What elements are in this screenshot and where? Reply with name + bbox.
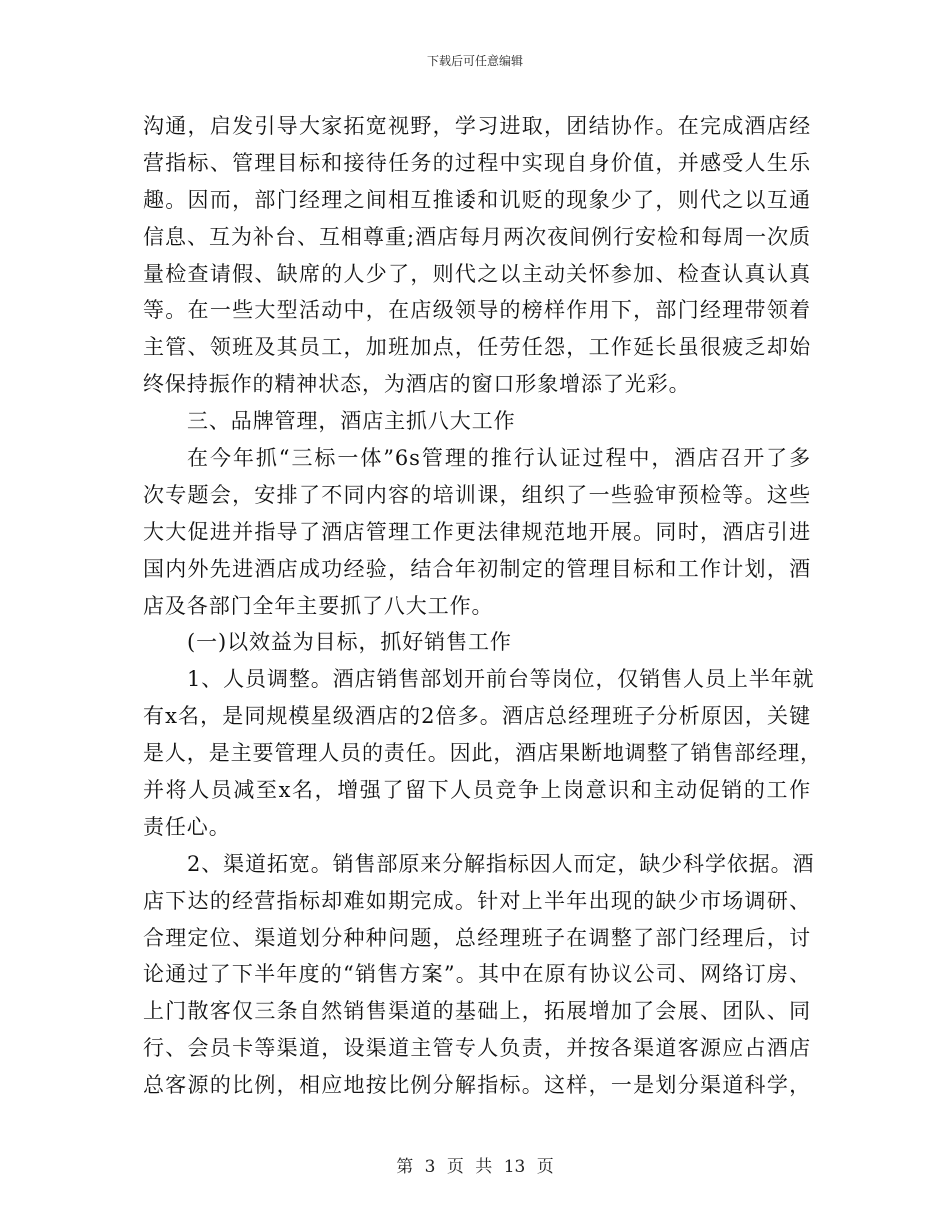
text-line: 主管、领班及其员工，加班加点，任劳任怨，工作延长虽很疲乏却始: [143, 335, 811, 360]
text-line: 店及各部门全年主要抓了八大工作。: [143, 593, 494, 618]
page-number-footer: 第 3 页 共 13 页: [396, 1157, 554, 1177]
text-line: 营指标、管理目标和接待任务的过程中实现自身价值，并感受人生乐: [143, 150, 811, 175]
text-line: 合理定位、渠道划分种种问题，总经理班子在调整了部门经理后，讨: [143, 925, 811, 950]
text-line: 量检查请假、缺席的人少了，则代之以主动关怀参加、检查认真认真: [143, 261, 811, 286]
text-line: 国内外先进酒店成功经验，结合年初制定的管理目标和工作计划，酒: [143, 556, 811, 581]
text-line: 在今年抓“三标一体”6s管理的推行认证过程中，酒店召开了多: [187, 446, 811, 471]
text-line: 店下达的经营指标却难如期完成。针对上半年出现的缺少市场调研、: [143, 888, 811, 913]
text-line: 行、会员卡等渠道，设渠道主管专人负责，并按各渠道客源应占酒店: [143, 1036, 811, 1061]
text-line: 1、人员调整。酒店销售部划开前台等岗位，仅销售人员上半年就: [187, 667, 815, 692]
page-header: 下载后可任意编辑: [426, 54, 523, 68]
text-line: 等。在一些大型活动中，在店级领导的榜样作用下，部门经理带领着: [143, 298, 811, 323]
text-line: 次专题会，安排了不同内容的培训课，组织了一些验审预检等。这些: [143, 482, 811, 507]
text-line: 是人，是主要管理人员的责任。因此，酒店果断地调整了销售部经理，: [143, 741, 822, 766]
text-line: 沟通，启发引导大家拓宽视野，学习进取，团结协作。在完成酒店经: [143, 114, 811, 138]
text-line: 信息、互为补台、互相尊重;酒店每月两次夜间例行安检和每周一次质: [143, 224, 811, 249]
text-line: 论通过了下半年度的“销售方案”。其中在原有协议公司、网络订房、: [143, 962, 811, 987]
text-line: 并将人员减至x名，增强了留下人员竞争上岗意识和主动促销的工作: [143, 778, 811, 803]
subsection-heading: (一)以效益为目标，抓好销售工作: [187, 630, 512, 655]
text-line: 2、渠道拓宽。销售部原来分解指标因人而定，缺少科学依据。酒: [187, 851, 815, 876]
section-heading: 三、品牌管理，酒店主抓八大工作: [187, 409, 516, 434]
text-line: 总客源的比例，相应地按比例分解指标。这样，一是划分渠道科学，: [143, 1073, 811, 1098]
text-line: 趣。因而，部门经理之间相互推诿和讥贬的现象少了，则代之以互通: [143, 187, 811, 212]
text-line: 大大促进并指导了酒店管理工作更法律规范地开展。同时，酒店引进: [143, 519, 811, 544]
body-text: [143, 108, 822, 1104]
text-line: 上门散客仅三条自然销售渠道的基础上，拓展增加了会展、团队、同: [143, 999, 811, 1024]
text-line: 终保持振作的精神状态，为酒店的窗口形象增添了光彩。: [143, 372, 691, 397]
text-line: 有x名，是同规模星级酒店的2倍多。酒店总经理班子分析原因，关键: [143, 704, 811, 729]
text-line: 责任心。: [143, 814, 231, 839]
